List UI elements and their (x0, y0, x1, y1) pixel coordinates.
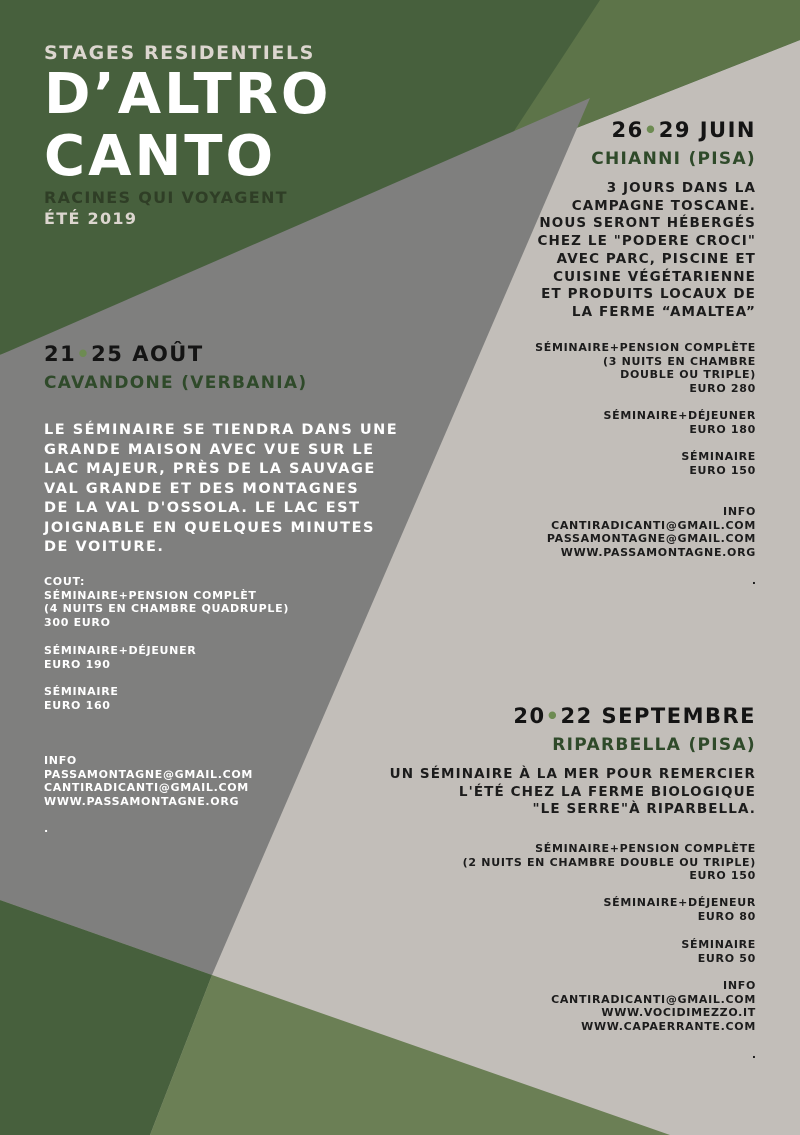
offer-price: EURO 280 (689, 381, 756, 395)
riparbella-place: RIPARBELLA (PISA) (552, 735, 756, 755)
offer-line: (3 NUITS EN CHAMBRE (603, 354, 756, 368)
cavandone-offer-full (44, 575, 289, 629)
chianni-info (547, 505, 756, 559)
riparbella-desc-line: "LE SERRE"À RIPARBELLA. (532, 801, 756, 818)
cavandone-info (44, 754, 253, 808)
chianni-desc-line: CAMPAGNE TOSCANE. (571, 197, 756, 214)
chianni-offer-full (535, 341, 756, 395)
chianni-offer-seminar (681, 450, 756, 477)
offer-price: 300 EURO (44, 615, 111, 629)
offer-price: EURO 160 (44, 698, 111, 712)
riparbella-info (551, 979, 756, 1033)
riparbella-offer-lunch (604, 896, 756, 923)
cavandone-date-end: 25 AOÛT (91, 342, 204, 366)
riparbella-offer-seminar (681, 938, 756, 965)
chianni-desc-line: ET PRODUITS LOCAUX DE (541, 286, 756, 303)
end-mark: . (751, 1048, 756, 1061)
title-line-1: D’ALTRO (44, 62, 332, 127)
chianni-place: CHIANNI (PISA) (591, 149, 756, 169)
cavandone-desc-line: VAL GRANDE ET DES MONTAGNES (44, 480, 360, 497)
chianni-desc-line: CUISINE VÉGÉTARIENNE (553, 268, 756, 285)
riparbella-desc-line: L'ÉTÉ CHEZ LA FERME BIOLOGIQUE (458, 783, 756, 800)
cavandone-desc-line: GRANDE MAISON AVEC VUE SUR LE (44, 441, 375, 458)
cavandone-offer-seminar (44, 685, 119, 712)
cavandone-date-start: 21 (44, 342, 77, 366)
cavandone-desc-line: JOIGNABLE EN QUELQUES MINUTES (44, 519, 375, 536)
title-line-2: CANTO (44, 124, 277, 189)
offer-line: SÉMINAIRE+DÉJEUNER (44, 644, 197, 657)
date-separator-dot: • (545, 704, 561, 728)
date-separator-dot: • (76, 342, 92, 366)
contact-email: CANTIRADICANTI@GMAIL.COM (44, 781, 249, 794)
riparbella-date-end: 22 SEPTEMBRE (560, 704, 756, 728)
contact-email: CANTIRADICANTI@GMAIL.COM (551, 518, 756, 532)
cost-label: COUT: (44, 575, 86, 588)
offer-price: EURO 190 (44, 657, 111, 671)
contact-website: WWW.VOCIDIMEZZO.IT (601, 1006, 756, 1019)
info-label: INFO (44, 754, 77, 767)
contact-email: PASSAMONTAGNE@GMAIL.COM (546, 532, 756, 545)
offer-line: SÉMINAIRE (681, 450, 756, 463)
cavandone-date (44, 342, 204, 366)
chianni-offer-lunch (604, 409, 756, 436)
riparbella-desc-line: UN SÉMINAIRE À LA MER POUR REMERCIER (389, 766, 756, 782)
date-separator-dot: • (643, 118, 659, 142)
contact-website: WWW.PASSAMONTAGNE.ORG (560, 545, 756, 559)
offer-line: (2 NUITS EN CHAMBRE DOUBLE OU TRIPLE) (462, 855, 756, 869)
offer-line: SÉMINAIRE (681, 938, 756, 951)
tagline: RACINES QUI VOYAGENT (44, 188, 288, 207)
contact-email: PASSAMONTAGNE@GMAIL.COM (44, 767, 254, 781)
offer-line: SÉMINAIRE+DÉJENEUR (603, 896, 756, 909)
offer-line: (4 NUITS EN CHAMBRE QUADRUPLE) (44, 602, 290, 615)
cavandone-offer-lunch (44, 644, 196, 671)
end-mark: . (44, 822, 49, 835)
offer-line: DOUBLE OU TRIPLE) (620, 368, 756, 381)
offer-line: SÉMINAIRE+PENSION COMPLÈTE (535, 341, 756, 354)
chianni-description (537, 180, 756, 322)
chianni-date (612, 118, 756, 142)
cavandone-place: CAVANDONE (VERBANIA) (44, 373, 308, 393)
info-label: INFO (723, 505, 756, 518)
contact-website: WWW.CAPAERRANTE.COM (581, 1019, 756, 1033)
offer-price: EURO 180 (689, 422, 756, 436)
offer-line: SÉMINAIRE (44, 685, 119, 698)
info-label: INFO (723, 979, 756, 992)
stages-label: STAGES RESIDENTIELS (44, 42, 315, 64)
chianni-desc-line: LA FERME “AMALTEA” (571, 303, 756, 320)
riparbella-date (513, 704, 756, 728)
offer-line: SÉMINAIRE+PENSION COMPLÈTE (535, 842, 756, 855)
chianni-date-end: 29 JUIN (658, 118, 756, 142)
offer-line: SÉMINAIRE+DÉJEUNER (603, 409, 756, 422)
chianni-desc-line: AVEC PARC, PISCINE ET (556, 250, 756, 267)
offer-price: EURO 80 (697, 909, 756, 923)
riparbella-date-start: 20 (513, 704, 546, 728)
riparbella-description (390, 766, 756, 819)
end-mark: . (751, 574, 756, 587)
offer-line: SÉMINAIRE+PENSION COMPLÈT (44, 588, 257, 602)
chianni-date-start: 26 (611, 118, 644, 142)
cavandone-desc-line: LAC MAJEUR, PRÈS DE LA SAUVAGE (44, 461, 376, 477)
cavandone-desc-line: LE SÉMINAIRE SE TIENDRA DANS UNE (44, 422, 399, 438)
contact-email: CANTIRADICANTI@GMAIL.COM (551, 992, 756, 1006)
cavandone-description (44, 421, 398, 558)
riparbella-offer-full (463, 842, 756, 883)
cavandone-desc-line: DE VOITURE. (44, 539, 165, 555)
offer-price: EURO 150 (689, 869, 756, 882)
offer-price: EURO 150 (689, 463, 756, 477)
offer-price: EURO 50 (697, 951, 756, 965)
chianni-desc-line: NOUS SERONT HÉBERGÉS (539, 215, 756, 232)
chianni-desc-line: CHEZ LE "PODERE CROCI" (537, 233, 756, 250)
chianni-desc-line: 3 JOURS DANS LA (606, 180, 756, 196)
season: ÉTÉ 2019 (44, 209, 138, 228)
contact-website: WWW.PASSAMONTAGNE.ORG (44, 794, 240, 808)
cavandone-desc-line: DE LA VAL D'OSSOLA. LE LAC EST (44, 500, 361, 516)
